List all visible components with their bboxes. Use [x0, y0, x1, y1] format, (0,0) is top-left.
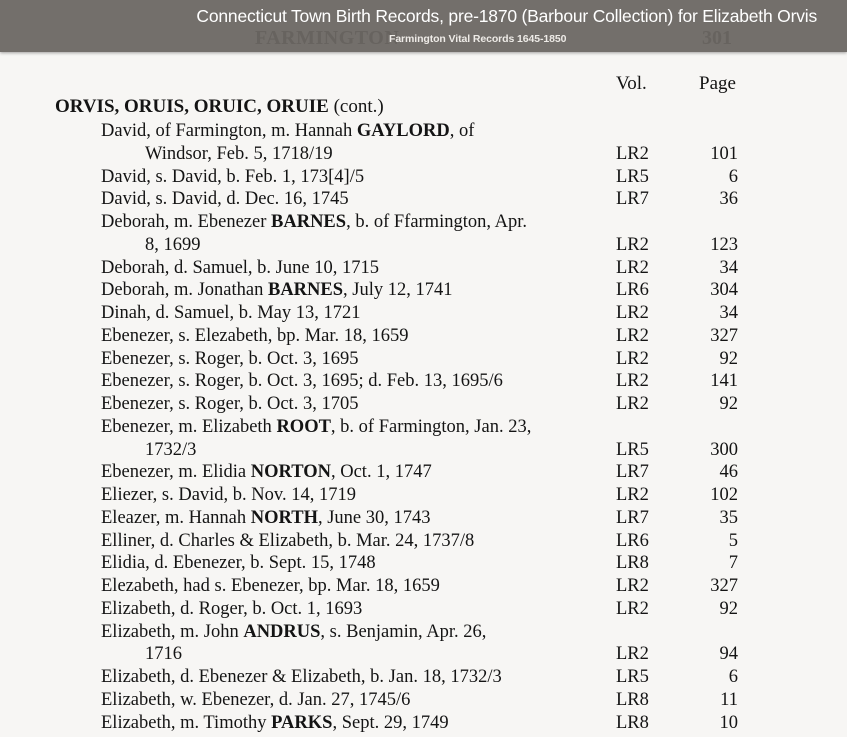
entry-fragment: Eleazer, m. Hannah: [101, 507, 251, 528]
entry-fragment: 8, 1699: [145, 234, 201, 255]
entry-page: 304: [710, 280, 738, 301]
entry-text: [101, 484, 356, 506]
entry-volume: LR5: [616, 667, 649, 687]
entry-text-continuation: [145, 643, 182, 665]
column-header-page: Page: [699, 73, 736, 94]
entry-text: [101, 120, 474, 142]
entry-fragment: , June 30, 1743: [317, 507, 431, 528]
entry-fragment: Elidia, d. Ebenezer, b. Sept. 15, 1748: [101, 553, 376, 574]
record-subtitle: Farmington Vital Records 1645-1850: [389, 33, 567, 45]
entry-volume: LR5: [616, 439, 649, 460]
entry-page: 11: [720, 689, 738, 710]
entry-fragment: Elliner, d. Charles & Elizabeth, b. Mar. 24, 1737/8: [101, 530, 475, 551]
entry-text: [101, 188, 349, 210]
entry-fragment: , b. of Ffarmington, Apr.: [346, 212, 527, 232]
entry-fragment: 1732/3: [145, 439, 197, 460]
entry-volume: LR8: [616, 712, 649, 733]
entry-page: 10: [719, 712, 738, 733]
spouse-surname: PARKS: [271, 712, 333, 733]
entry-volume: LR2: [616, 234, 649, 255]
entry-volume: LR2: [616, 348, 649, 369]
entry-text-continuation: [145, 234, 201, 256]
entry-volume: LR2: [616, 576, 649, 596]
entry-fragment: Elizabeth, m. John: [101, 621, 244, 642]
entry-volume: LR2: [616, 257, 649, 278]
entry-fragment: David, of Farmington, m. Hannah: [101, 121, 357, 141]
entry-fragment: Ebenezer, s. Roger, b. Oct. 3, 1695: [101, 348, 359, 369]
entry-page: 6: [728, 166, 738, 187]
entry-fragment: Ebenezer, s. Roger, b. Oct. 3, 1705: [101, 394, 359, 414]
entry-text: [101, 621, 486, 643]
entry-text: [101, 279, 453, 301]
entry-volume: LR6: [616, 280, 649, 301]
spouse-surname: NORTON: [250, 462, 331, 483]
spouse-surname: BARNES: [267, 280, 344, 301]
entry-fragment: Elizabeth, m. Timothy: [101, 712, 272, 733]
surname-heading: [55, 96, 384, 118]
entry-text: [101, 302, 361, 324]
entry-fragment: Windsor, Feb. 5, 1718/19: [145, 143, 333, 164]
entry-text: [101, 575, 440, 597]
entry-page: 34: [719, 257, 738, 278]
entry-fragment: Elizabeth, d. Roger, b. Oct. 1, 1693: [101, 598, 363, 619]
entry-volume: LR2: [616, 598, 649, 619]
entry-text: [101, 552, 376, 574]
entry-page: 7: [728, 553, 738, 574]
entry-page: 327: [710, 325, 738, 346]
entry-fragment: Elezabeth, had s. Ebenezer, bp. Mar. 18, 1659: [101, 576, 440, 596]
entry-fragment: Eliezer, s. David, b. Nov. 14, 1719: [101, 485, 356, 505]
spouse-surname: NORTH: [250, 507, 318, 528]
entry-volume: LR2: [616, 371, 649, 392]
entry-volume: LR2: [616, 143, 649, 164]
entry-page: 36: [719, 189, 738, 210]
entry-text: [101, 416, 531, 438]
entry-page: 46: [719, 462, 738, 483]
entry-fragment: Elizabeth, w. Ebenezer, d. Jan. 27, 1745/6: [101, 689, 411, 710]
entry-page: 92: [719, 394, 738, 414]
entry-fragment: Ebenezer, s. Roger, b. Oct. 3, 1695; d. Feb. 13, 1695/6: [101, 371, 503, 392]
entry-page: 92: [719, 598, 738, 619]
entry-fragment: Ebenezer, s. Elezabeth, bp. Mar. 18, 1659: [101, 325, 409, 346]
entry-fragment: Elizabeth, d. Ebenezer & Elizabeth, b. Jan. 18, 1732/3: [101, 667, 502, 687]
entry-page: 5: [728, 530, 738, 551]
entry-page: 300: [710, 439, 738, 460]
entry-fragment: David, s. David, b. Feb. 1, 173[4]/5: [101, 166, 365, 187]
entry-page: 123: [710, 234, 738, 255]
entry-text: [101, 325, 409, 347]
entry-text: [101, 348, 358, 370]
header-bar: [0, 0, 847, 52]
entry-volume: LR6: [616, 530, 649, 551]
entry-text: [101, 166, 364, 188]
entry-volume: LR8: [616, 553, 649, 574]
entry-text: [101, 530, 474, 552]
entry-fragment: Dinah, d. Samuel, b. May 13, 1721: [101, 303, 361, 323]
entry-text: [101, 712, 449, 734]
column-header-vol: Vol.: [616, 73, 647, 94]
spouse-surname: BARNES: [271, 212, 347, 232]
entry-text-continuation: [145, 439, 196, 461]
entry-volume: LR7: [616, 507, 649, 528]
entry-fragment: Deborah, m. Jonathan: [101, 280, 268, 301]
entry-volume: LR2: [616, 325, 649, 346]
entry-fragment: , Sept. 29, 1749: [332, 712, 449, 733]
surname-suffix: (cont.): [328, 96, 384, 117]
surname-variants: ORVIS, ORUIS, ORUIC, ORUIE: [55, 96, 329, 117]
entry-fragment: , b. of Farmington, Jan. 23,: [330, 416, 532, 437]
entry-page: 141: [710, 371, 738, 392]
entry-fragment: 1716: [145, 644, 182, 665]
entry-page: 35: [719, 507, 738, 528]
entry-fragment: Deborah, d. Samuel, b. June 10, 1715: [101, 257, 379, 278]
entry-fragment: Ebenezer, m. Elizabeth: [101, 416, 277, 437]
entry-page: 327: [710, 576, 738, 596]
entry-fragment: , of: [449, 121, 475, 141]
entry-text: [101, 507, 431, 529]
entry-volume: LR2: [616, 303, 649, 323]
entry-text: [101, 370, 503, 392]
entry-fragment: , July 12, 1741: [343, 280, 453, 301]
entry-volume: LR7: [616, 462, 649, 483]
entry-text: [101, 211, 527, 233]
entry-page: 102: [710, 485, 738, 505]
entry-text: [101, 393, 358, 415]
entry-fragment: , Oct. 1, 1747: [330, 462, 432, 483]
entry-page: 6: [728, 667, 738, 687]
spouse-surname: GAYLORD: [356, 121, 450, 141]
entry-volume: LR7: [616, 189, 649, 210]
entry-volume: LR5: [616, 166, 649, 187]
record-title: Connecticut Town Birth Records, pre-1870 (Barbour Collection) for Elizabeth Orvis: [196, 6, 817, 26]
entry-fragment: David, s. David, d. Dec. 16, 1745: [101, 189, 349, 210]
entry-volume: LR2: [616, 394, 649, 414]
entry-volume: LR2: [616, 644, 649, 665]
entry-volume: LR8: [616, 689, 649, 710]
spouse-surname: ROOT: [276, 416, 331, 437]
entry-text: [101, 598, 362, 620]
entry-text: [101, 689, 410, 711]
spouse-surname: ANDRUS: [243, 621, 321, 642]
entry-page: 101: [710, 143, 738, 164]
entry-volume: LR2: [616, 485, 649, 505]
entry-text-continuation: [145, 143, 333, 165]
entry-page: 34: [719, 303, 738, 323]
entry-text: [101, 257, 379, 279]
entry-page: 92: [719, 348, 738, 369]
ghost-page-number: 301: [702, 27, 732, 49]
entry-page: 94: [719, 644, 738, 665]
entry-fragment: Ebenezer, m. Elidia: [101, 462, 251, 483]
entry-fragment: , s. Benjamin, Apr. 26,: [320, 621, 487, 642]
entry-text: [101, 666, 502, 688]
ghost-town-heading: FARMINGTON: [255, 27, 400, 49]
entry-fragment: Deborah, m. Ebenezer: [101, 212, 272, 232]
entry-text: [101, 461, 432, 483]
